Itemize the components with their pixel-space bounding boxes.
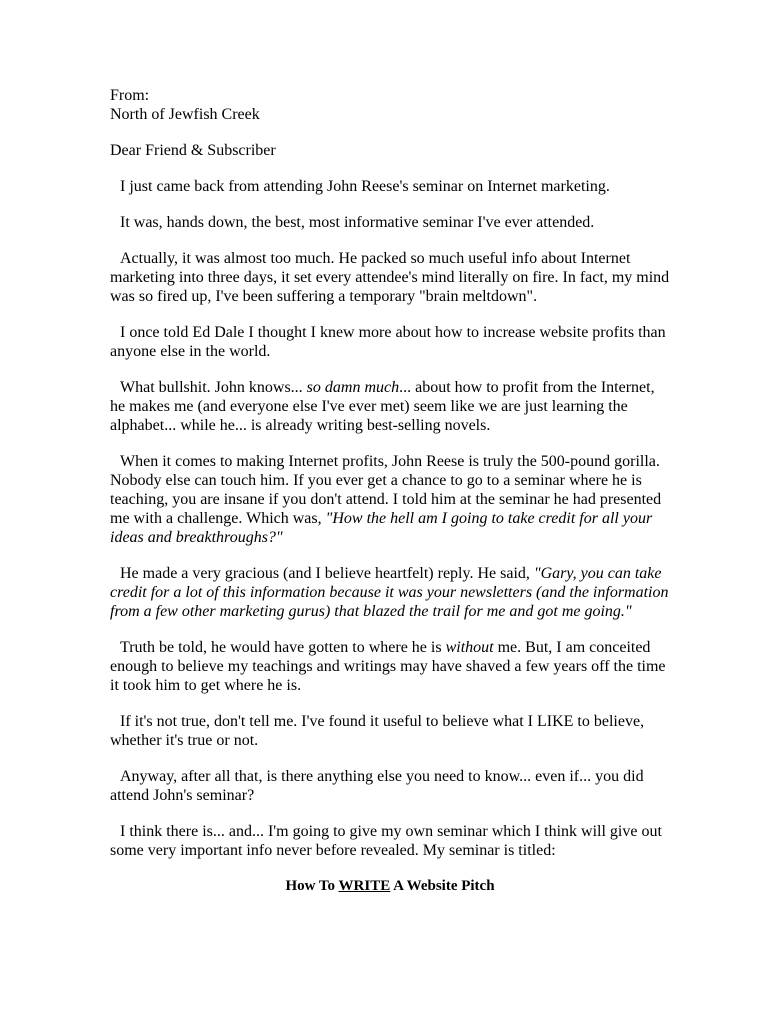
seminar-title: [110, 877, 670, 896]
seminar-title-underlined: WRITE: [338, 878, 391, 894]
paragraph-8-text-b: me. But, I am conceited enough to believe my teachings and writings may have shaved a few years off the time it took him to get where he is.: [110, 639, 666, 694]
letter-header: [110, 86, 670, 124]
paragraph-4: I once told Ed Dale I thought I knew more about how to increase website profits than anyone else in the world.: [110, 324, 666, 360]
paragraph-5-text-b: ... about how to profit from the Internet, he makes me (and everyone else I've ever met) seem like we are just learning the alphabet... while he... is already writing best-selling novels.: [110, 379, 655, 434]
paragraph-6-text: When it comes to making Internet profits, John Reese is truly the 500-pound gorilla. Nobody else can touch him. If you ever get a chance to go to a seminar where he is teaching, you are insane if you don't attend. I told him at the seminar he had presented me with a challenge. Which was,: [110, 453, 662, 527]
paragraph-8-text-a: Truth be told, he would have gotten to where he is: [120, 639, 442, 656]
paragraph-5-emphasis: so damn much: [306, 379, 400, 396]
greeting: Dear Friend & Subscriber: [110, 142, 276, 159]
paragraph-8: [110, 638, 670, 695]
seminar-title-before: How To: [285, 878, 336, 894]
paragraph-6-quote: "How the hell am I going to take credit for all your ideas and breakthroughs?": [110, 510, 653, 546]
paragraph-3: Actually, it was almost too much. He packed so much useful info about Internet marketing into three days, it set every attendee's mind literally on fire. In fact, my mind was so fired up, I've been suffering a temporary "brain meltdown".: [110, 250, 670, 305]
paragraph-2: It was, hands down, the best, most informative seminar I've ever attended.: [120, 214, 595, 231]
seminar-title-after: A Website Pitch: [393, 878, 495, 894]
paragraph-9: If it's not true, don't tell me. I've found it useful to believe what I LIKE to believe, whether it's true or not.: [110, 713, 645, 749]
paragraph-11: I think there is... and... I'm going to give my own seminar which I think will give out some very important info never before revealed. My seminar is titled:: [110, 823, 662, 859]
paragraph-8-emphasis: without: [445, 639, 494, 656]
paragraph-7-quote: "Gary, you can take credit for a lot of this information because it was your newsletters (and the information from a few other marketing gurus) that blazed the trail for me and got me going.": [110, 565, 669, 620]
paragraph-5-text-a: What bullshit. John knows...: [120, 379, 303, 396]
from-name: North of Jewfish Creek: [110, 106, 260, 123]
paragraph-5: [110, 378, 670, 435]
paragraph-7: [110, 564, 670, 621]
from-label: From:: [110, 87, 150, 104]
letter-document: [110, 86, 670, 913]
paragraph-10: Anyway, after all that, is there anything else you need to know... even if... you did attend John's seminar?: [110, 768, 644, 804]
paragraph-6: [110, 452, 670, 547]
paragraph-1: I just came back from attending John Reese's seminar on Internet marketing.: [120, 178, 610, 195]
paragraph-7-text: He made a very gracious (and I believe heartfelt) reply. He said,: [120, 565, 530, 582]
